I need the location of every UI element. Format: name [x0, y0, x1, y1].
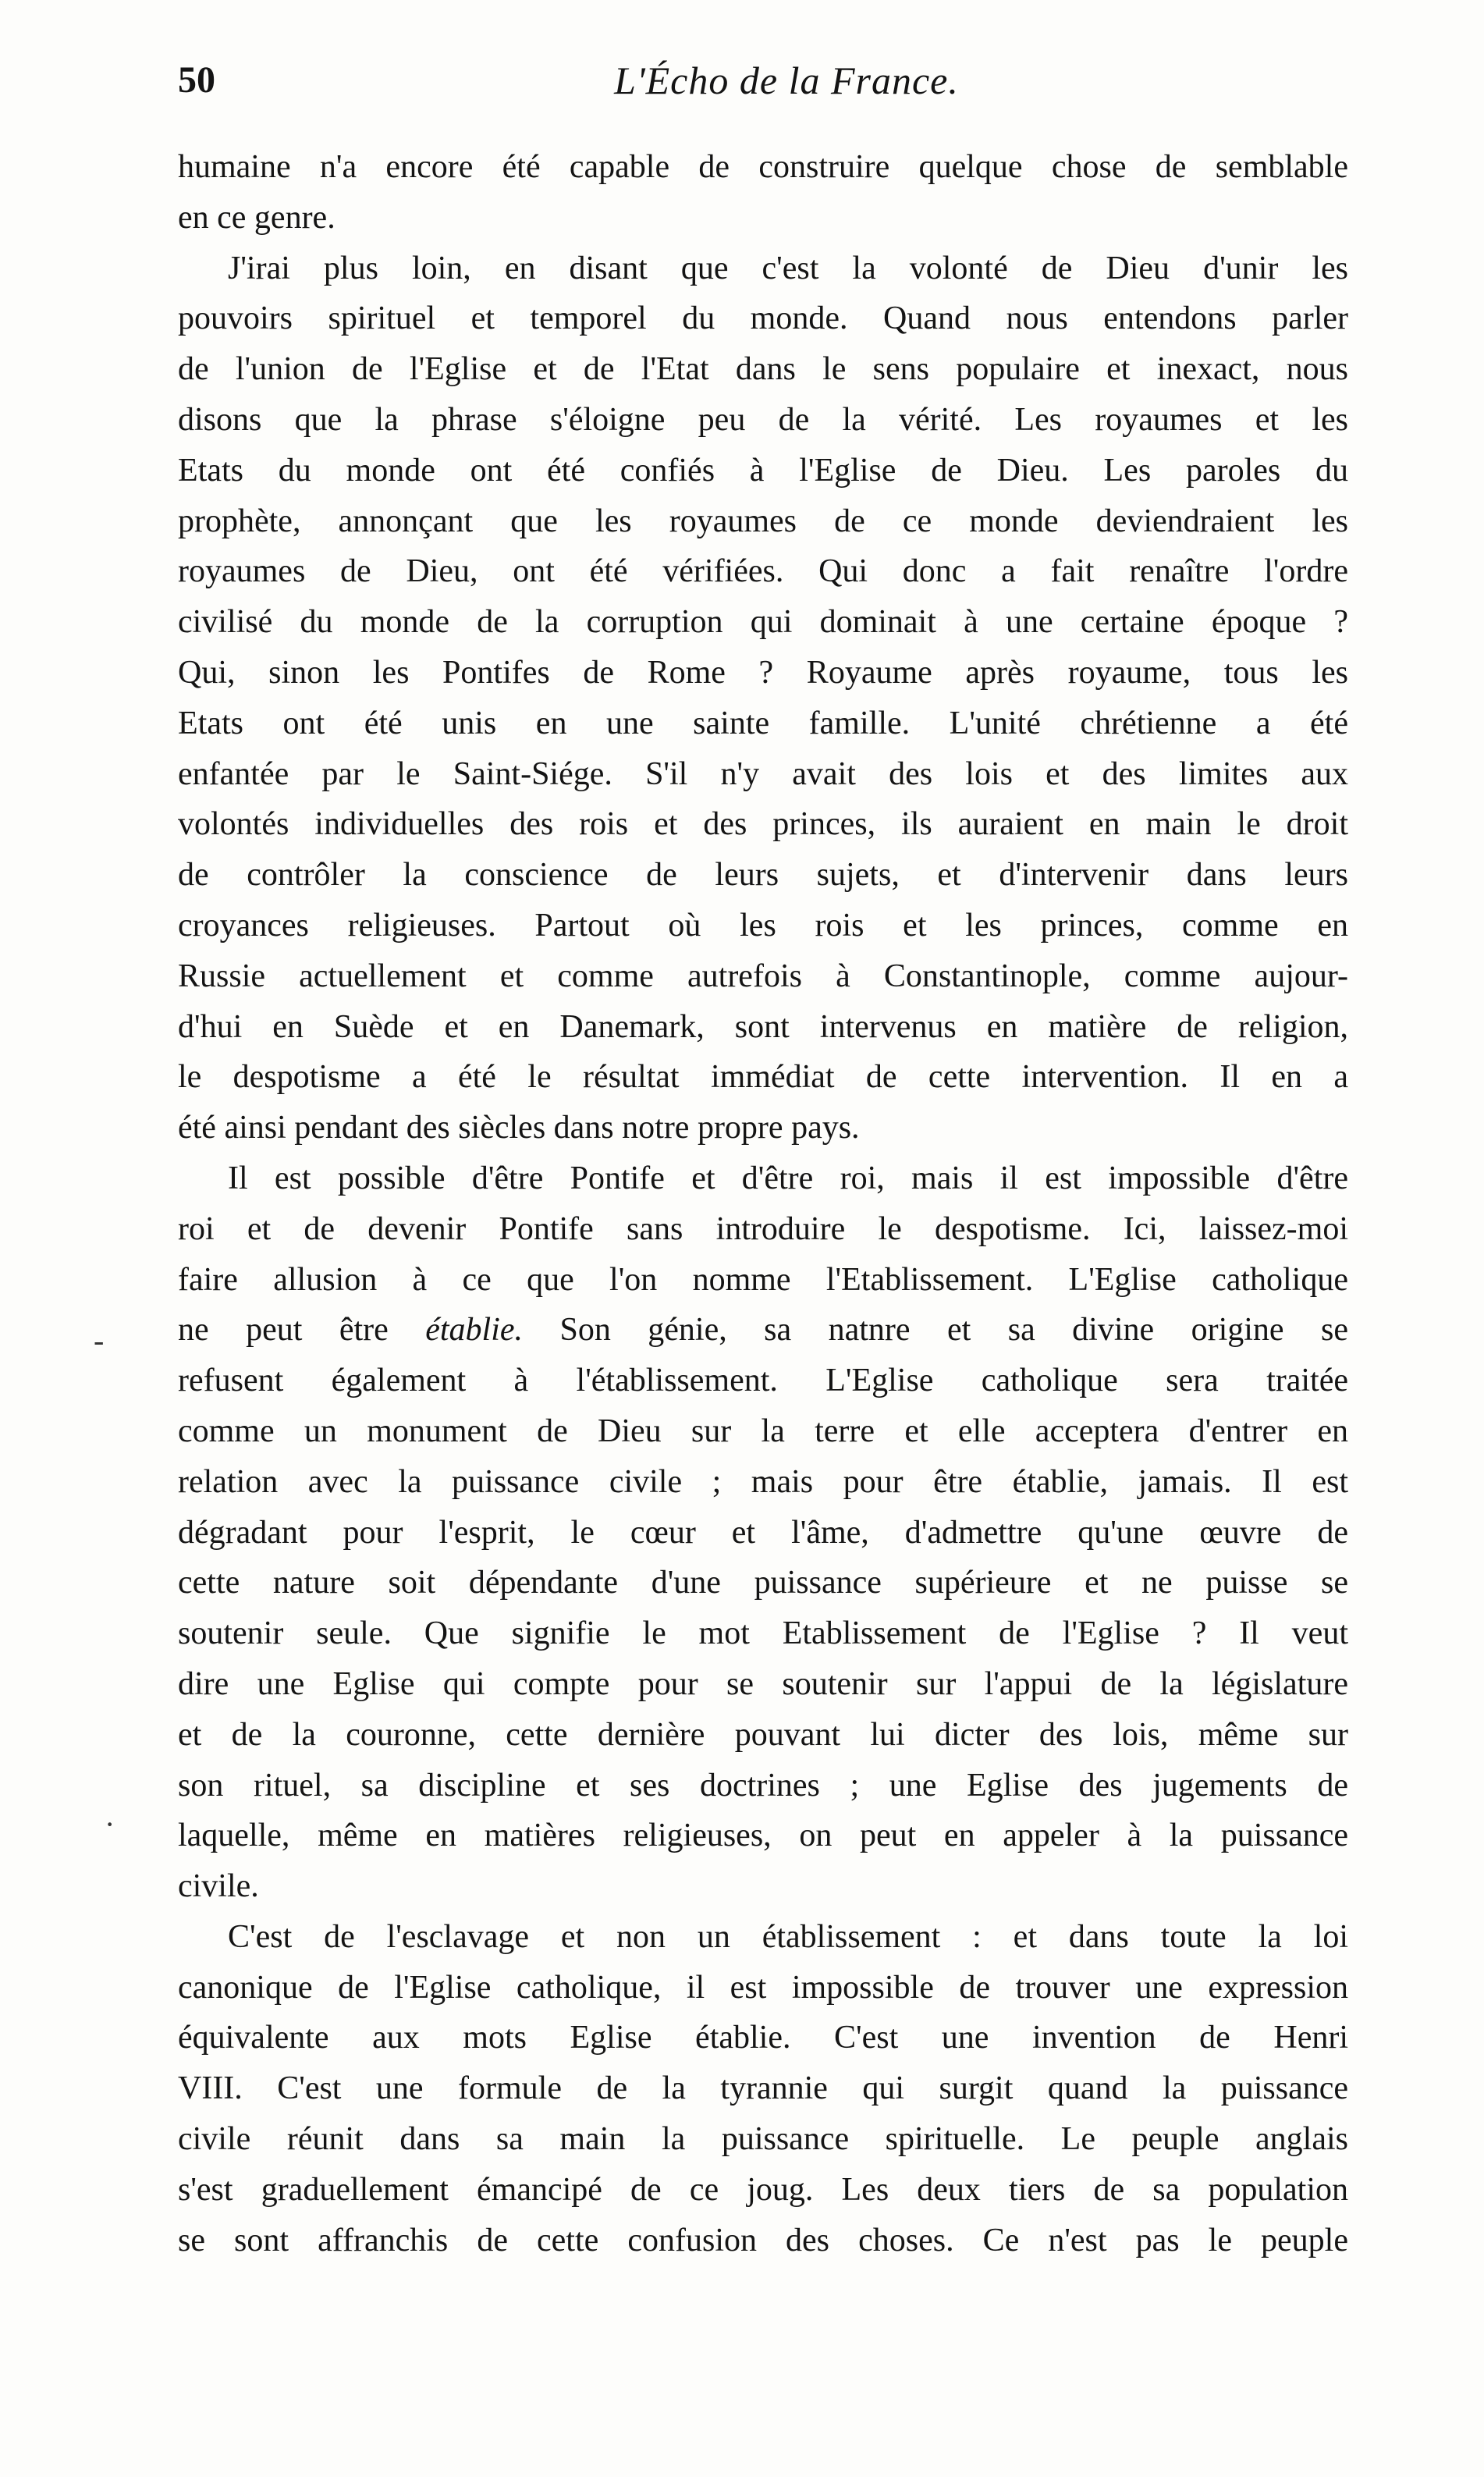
text-line-with-italic — [178, 1305, 1348, 1356]
text-line: équivalente aux mots Eglise établie. C'est une invention de Henri — [178, 2020, 1348, 2056]
text-line: en ce genre. — [178, 199, 335, 236]
text-line: croyances religieuses. Partout où les rois et les princes, comme en — [178, 907, 1348, 944]
text-line: Russie actuellement et comme autrefois à Constantinople, comme aujour- — [178, 958, 1348, 994]
text-line: J'irai plus loin, en disant que c'est la volonté de Dieu d'unir les — [228, 250, 1348, 286]
text-line: dégradant pour l'esprit, le cœur et l'âme, d'admettre qu'une œuvre de — [178, 1514, 1348, 1551]
text-line: dire une Eglise qui compte pour se soutenir sur l'appui de la législature — [178, 1665, 1348, 1702]
text-line: Etats ont été unis en une sainte famille. L'unité chrétienne a été — [178, 705, 1348, 741]
text-line: canonique de l'Eglise catholique, il est impossible de trouver une expression — [178, 1969, 1348, 2006]
italic-word: établie. — [425, 1312, 524, 1349]
text-line: disons que la phrase s'éloigne peu de la vérité. Les royaumes et les — [178, 401, 1348, 438]
text-line: civile réunit dans sa main la puissance spirituelle. Le peuple anglais — [178, 2121, 1348, 2158]
text-line: et de la couronne, cette dernière pouvant lui dicter des lois, même sur — [178, 1716, 1348, 1753]
text-line: Il est possible d'être Pontife et d'être roi, mais il est impossible d'être — [228, 1160, 1348, 1196]
text-line: volontés individuelles des rois et des princes, ils auraient en main le droit — [178, 806, 1348, 843]
text-line: Etats du monde ont été confiés à l'Eglise de Dieu. Les paroles du — [178, 452, 1348, 489]
journal-title: L'Écho de la France. — [614, 59, 959, 102]
text-line: cette nature soit dépendante d'une puissance supérieure et ne puisse se — [178, 1565, 1348, 1601]
text-line: civilisé du monde de la corruption qui dominait à une certaine époque ? — [178, 604, 1348, 641]
text-line: faire allusion à ce que l'on nomme l'Etablissement. L'Eglise catholique — [178, 1261, 1348, 1298]
text-line: C'est de l'esclavage et non un établissement : et dans toute la loi — [228, 1918, 1348, 1955]
text-line: laquelle, même en matières religieuses, on peut en appeler à la puissance — [178, 1818, 1348, 1854]
text-line: VIII. C'est une formule de la tyrannie qui surgit quand la puissance — [178, 2070, 1348, 2107]
text-line: pouvoirs spirituel et temporel du monde. Quand nous entendons parler — [178, 300, 1348, 337]
paragraph-2 — [178, 243, 1348, 1153]
text-line: de l'union de l'Eglise et de l'Etat dans le sens populaire et inexact, nous — [178, 351, 1348, 388]
text-line: prophète, annonçant que les royaumes de ce monde deviendraient les — [178, 503, 1348, 539]
text-line: Qui, sinon les Pontifes de Rome ? Royaume après royaume, tous les — [178, 654, 1348, 691]
text-run: Son génie, sa natnre et sa divine origine se — [523, 1312, 1349, 1349]
text-line: royaumes de Dieu, ont été vérifiées. Qui donc a fait renaître l'ordre — [178, 553, 1348, 590]
text-line: soutenir seule. Que signifie le mot Etablissement de l'Eglise ? Il veut — [178, 1615, 1348, 1652]
text-line: d'hui en Suède et en Danemark, sont intervenus en matière de religion, — [178, 1008, 1348, 1045]
text-line: le despotisme a été le résultat immédiat de cette intervention. Il en a — [178, 1059, 1348, 1096]
text-line: humaine n'a encore été capable de construire quelque chose de semblable — [178, 149, 1348, 185]
margin-dot-mark: · — [105, 1807, 115, 1842]
text-line: se sont affranchis de cette confusion des choses. Ce n'est pas le peuple — [178, 2222, 1348, 2258]
running-head — [178, 48, 1348, 119]
text-line: s'est graduellement émancipé de ce joug. Les deux tiers de sa population — [178, 2171, 1348, 2208]
text-line: été ainsi pendant des siècles dans notre propre pays. — [178, 1110, 860, 1146]
text-line: relation avec la puissance civile ; mais pour être établie, jamais. Il est — [178, 1463, 1348, 1500]
text-line: civile. — [178, 1868, 259, 1905]
text-line: refusent également à l'établissement. L'Eglise catholique sera traitée — [178, 1363, 1348, 1399]
text-line: comme un monument de Dieu sur la terre et elle acceptera d'entrer en — [178, 1413, 1348, 1449]
text-line: roi et de devenir Pontife sans introduire le despotisme. Ici, laissez-moi — [178, 1210, 1348, 1247]
margin-dash-mark: - — [94, 1323, 105, 1358]
text-run: ne peut être — [178, 1312, 426, 1349]
page-number: 50 — [178, 59, 215, 101]
paragraph-3 — [178, 1153, 1348, 1912]
paragraph-4 — [178, 1912, 1348, 2266]
text-line: son rituel, sa discipline et ses doctrines ; une Eglise des jugements de — [178, 1767, 1348, 1804]
text-line: de contrôler la conscience de leurs sujets, et d'intervenir dans leurs — [178, 857, 1348, 894]
paragraph-1 — [178, 142, 1348, 243]
body-text — [178, 142, 1348, 2266]
text-line: enfantée par le Saint-Siége. S'il n'y avait des lois et des limites aux — [178, 755, 1348, 792]
